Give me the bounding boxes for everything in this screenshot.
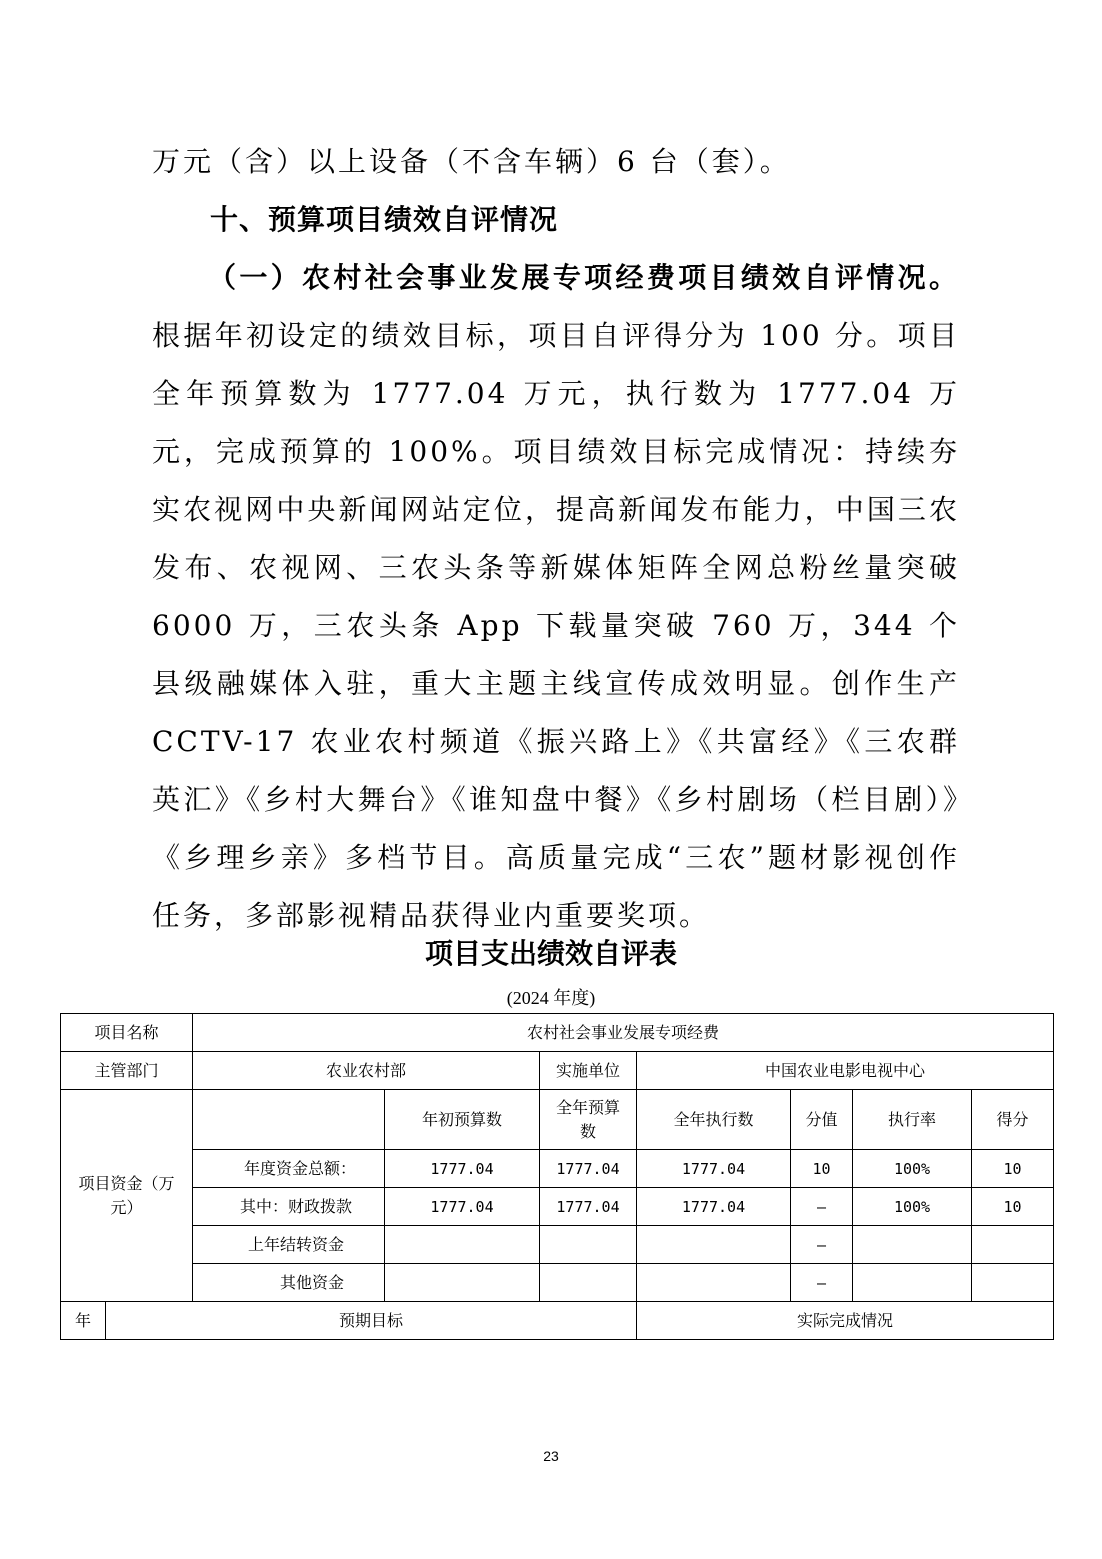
cell-rate <box>853 1264 972 1302</box>
table-row <box>61 1226 1054 1264</box>
row-label: 年度资金总额： <box>193 1150 385 1188</box>
page-number: 23 <box>543 1448 559 1464</box>
cell-score: 10 <box>972 1188 1054 1226</box>
table-row <box>61 1188 1054 1226</box>
cell-initial: 1777.04 <box>385 1188 540 1226</box>
row-label: 其中：财政拨款 <box>193 1188 385 1226</box>
header-score: 得分 <box>972 1090 1054 1150</box>
cell-score: 10 <box>972 1150 1054 1188</box>
paragraph-lead: （一）农村社会事业发展专项经费项目绩效自评情况。 <box>208 261 960 294</box>
header-empty <box>193 1090 385 1150</box>
table-row <box>61 1014 1054 1052</box>
table-header-row <box>61 1090 1054 1150</box>
impl-label: 实施单位 <box>540 1052 637 1090</box>
header-score-value: 分值 <box>791 1090 853 1150</box>
funds-label: 项目资金（万元） <box>61 1090 193 1302</box>
header-annual-exec: 全年执行数 <box>637 1090 791 1150</box>
dept-value: 农业农村部 <box>193 1052 540 1090</box>
cell-exec <box>637 1226 791 1264</box>
cell-annual <box>540 1264 637 1302</box>
header-initial-budget: 年初预算数 <box>385 1090 540 1150</box>
cell-annual: 1777.04 <box>540 1188 637 1226</box>
header-annual-budget: 全年预算数 <box>540 1090 637 1150</box>
actual-label: 实际完成情况 <box>637 1302 1054 1340</box>
cell-annual <box>540 1226 637 1264</box>
expected-goal-label: 预期目标 <box>106 1302 637 1340</box>
table-year: (2024 年度) <box>506 988 596 1008</box>
row-label: 其他资金 <box>193 1264 385 1302</box>
section-heading: 十、预算项目绩效自评情况 <box>210 203 559 236</box>
project-name-value: 农村社会事业发展专项经费 <box>193 1014 1054 1052</box>
table-title: 项目支出绩效自评表 <box>424 937 677 970</box>
cell-value: — <box>791 1188 853 1226</box>
paragraph-performance <box>152 249 960 945</box>
cell-rate: 100% <box>853 1150 972 1188</box>
cell-value: 10 <box>791 1150 853 1188</box>
table-row <box>61 1302 1054 1340</box>
cell-exec: 1777.04 <box>637 1188 791 1226</box>
performance-table <box>60 1013 1054 1340</box>
cell-exec: 1777.04 <box>637 1150 791 1188</box>
impl-value: 中国农业电影电视中心 <box>637 1052 1054 1090</box>
cell-score <box>972 1264 1054 1302</box>
table-row <box>61 1150 1054 1188</box>
goal-year-label: 年 <box>61 1302 106 1340</box>
row-label: 上年结转资金 <box>193 1226 385 1264</box>
cell-score <box>972 1226 1054 1264</box>
cell-exec <box>637 1264 791 1302</box>
cell-initial <box>385 1264 540 1302</box>
paragraph-body: 根据年初设定的绩效目标，项目自评得分为 100 分。项目全年预算数为 1777.04 万元，执行数为 1777.04 万元，完成预算的 100%。项目绩效目标完成情况：持续夯实农视网中央新闻网站定位，提高新闻发布能力，中国三农发布、农视网、三农头条等新媒体矩阵全网总粉丝量突破 6000 万，三农头条 App 下载量突破 760 万，344 个县级融媒体入驻，重大主题主线宣传成效明显。创作生产 CCTV-17 农业农村频道《振兴路上》《共富经》《三农群英汇》《乡村大舞台》《谁知盘中餐》《乡村剧场（栏目剧）》《乡理乡亲》多档节目。高质量完成“三农”题材影视创作任务，多部影视精品获得业内重要奖项。 <box>152 319 960 932</box>
cell-value: — <box>791 1226 853 1264</box>
paragraph-equipment: 万元（含）以上设备（不含车辆）6 台（套）。 <box>152 145 791 178</box>
project-name-label: 项目名称 <box>61 1014 193 1052</box>
dept-label: 主管部门 <box>61 1052 193 1090</box>
table-row <box>61 1052 1054 1090</box>
cell-annual: 1777.04 <box>540 1150 637 1188</box>
cell-initial: 1777.04 <box>385 1150 540 1188</box>
cell-value: — <box>791 1264 853 1302</box>
header-exec-rate: 执行率 <box>853 1090 972 1150</box>
cell-initial <box>385 1226 540 1264</box>
cell-rate: 100% <box>853 1188 972 1226</box>
table-row <box>61 1264 1054 1302</box>
cell-rate <box>853 1226 972 1264</box>
